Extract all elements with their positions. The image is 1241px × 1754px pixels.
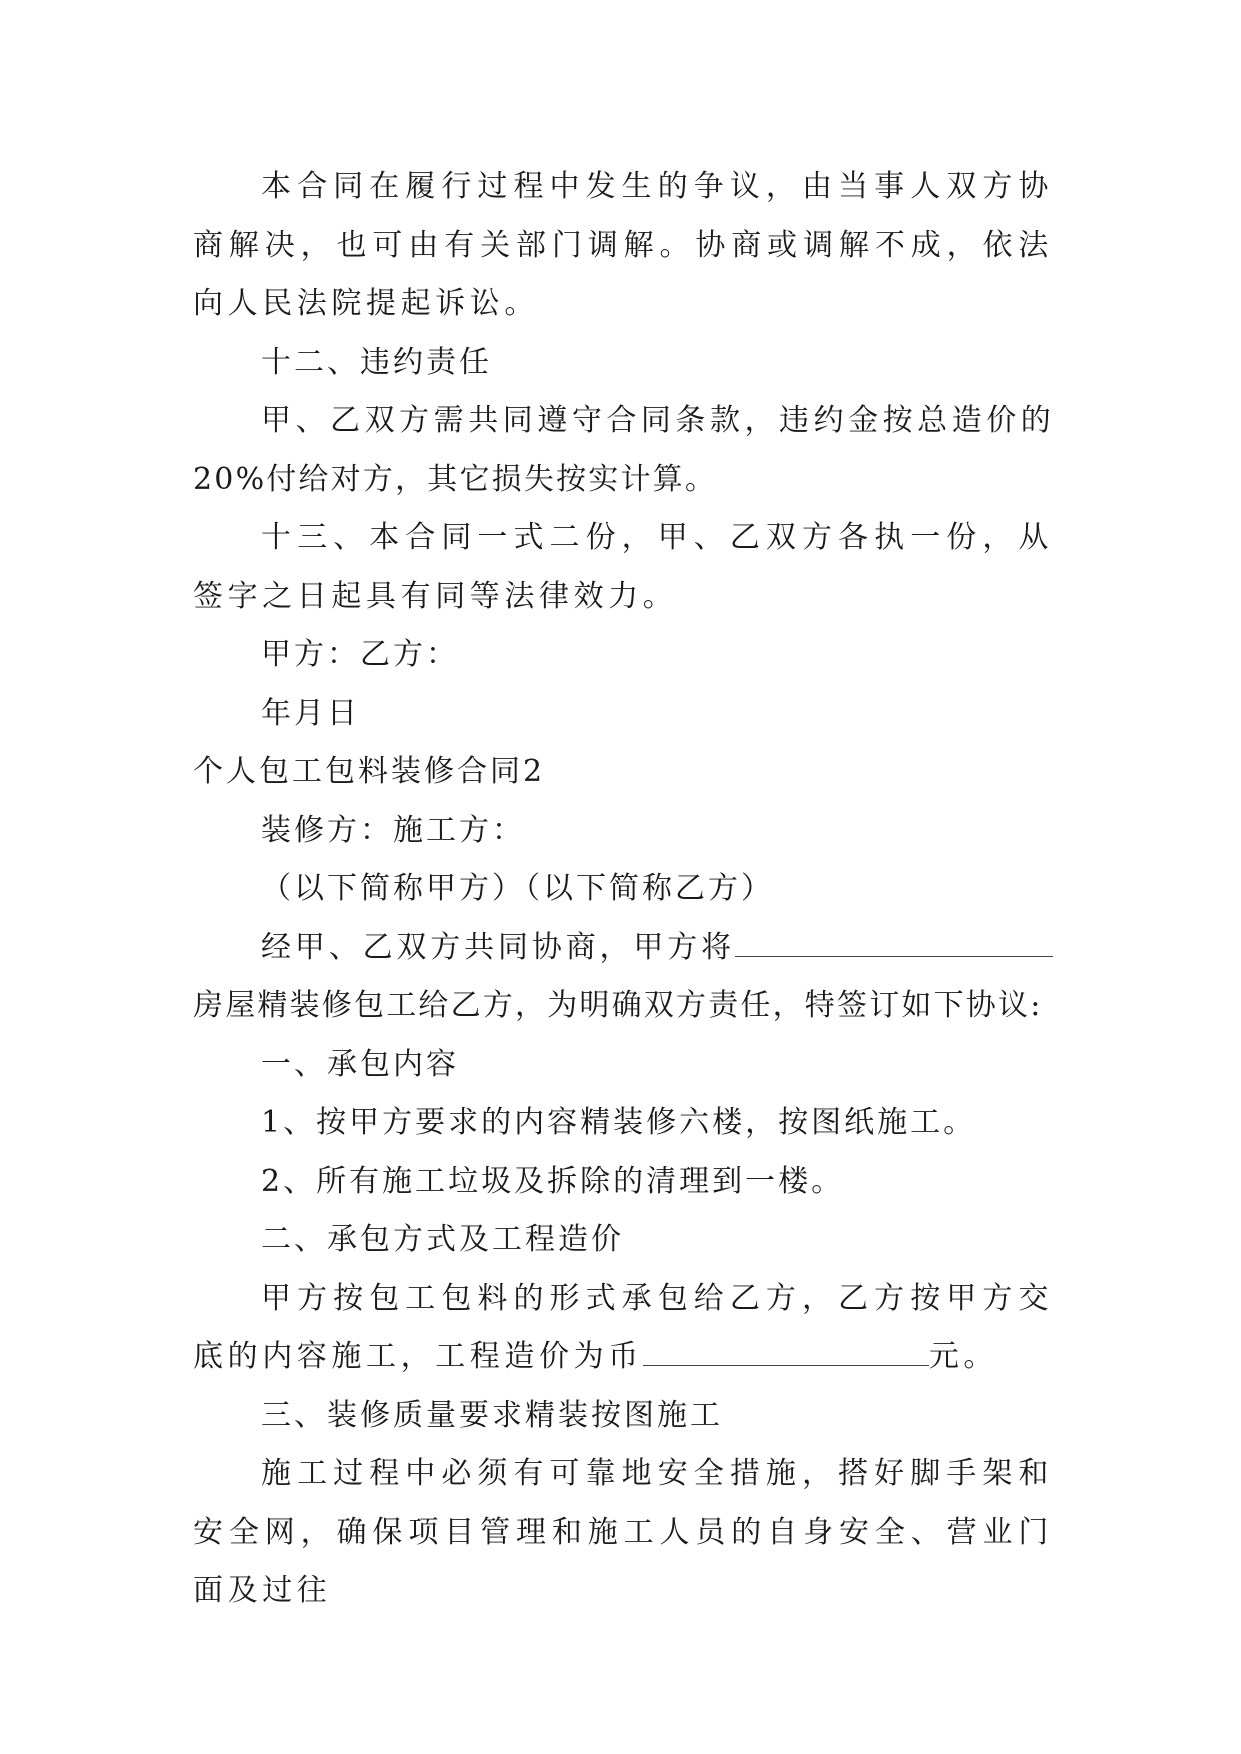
contract-price-unit: 元。: [928, 1339, 999, 1374]
section-2-heading: 二、承包方式及工程造价: [261, 1222, 624, 1257]
contract-price-text: 甲方按包工包料的形式承包给乙方，乙方按甲方交底的内容施工，工程造价为币: [193, 1280, 1053, 1374]
property-blank[interactable]: [735, 930, 1053, 957]
signature-parties-line: 甲方：乙方：: [261, 637, 459, 672]
date-line: 年月日: [261, 695, 360, 731]
scope-item-2: 2、所有施工垃圾及拆除的清理到一楼。: [261, 1163, 845, 1199]
agreement-intro-continuation: 房屋精装修包工给乙方，为明确双方责任，特签订如下协议:: [193, 988, 1043, 1023]
agreement-intro-paragraph: [193, 919, 1053, 1036]
section-12-heading: 十二、违约责任: [261, 344, 492, 380]
safety-measures-paragraph: 施工过程中必须有可靠地安全措施，搭好脚手架和安全网，确保项目管理和施工人员的自身安全、营业门面及过往: [193, 1456, 1053, 1608]
contract-body: [193, 158, 1053, 1621]
breach-liability-paragraph: 甲、乙双方需共同遵守合同条款，违约金按总造价的20%付给对方，其它损失按实计算。: [193, 403, 1053, 497]
parties-abbreviation-line: （以下简称甲方）（以下简称乙方）: [261, 871, 774, 906]
dispute-resolution-paragraph: 本合同在履行过程中发生的争议，由当事人双方协商解决，也可由有关部门调解。协商或调解不成，依法向人民法院提起诉讼。: [193, 169, 1053, 321]
contract-2-title: 个人包工包料装修合同2: [193, 754, 546, 789]
section-13-paragraph: 十三、本合同一式二份，甲、乙双方各执一份，从签字之日起具有同等法律效力。: [193, 520, 1053, 614]
price-blank[interactable]: [643, 1339, 929, 1366]
section-3-heading: 三、装修质量要求精装按图施工: [261, 1397, 723, 1433]
scope-item-1: 1、按甲方要求的内容精装修六楼，按图纸施工。: [261, 1105, 977, 1140]
parties-line: 装修方：施工方：: [261, 812, 525, 848]
contract-price-paragraph: [193, 1270, 1053, 1387]
agreement-intro-text: 经甲、乙双方共同协商，甲方将: [261, 929, 735, 965]
section-1-heading: 一、承包内容: [261, 1046, 459, 1082]
